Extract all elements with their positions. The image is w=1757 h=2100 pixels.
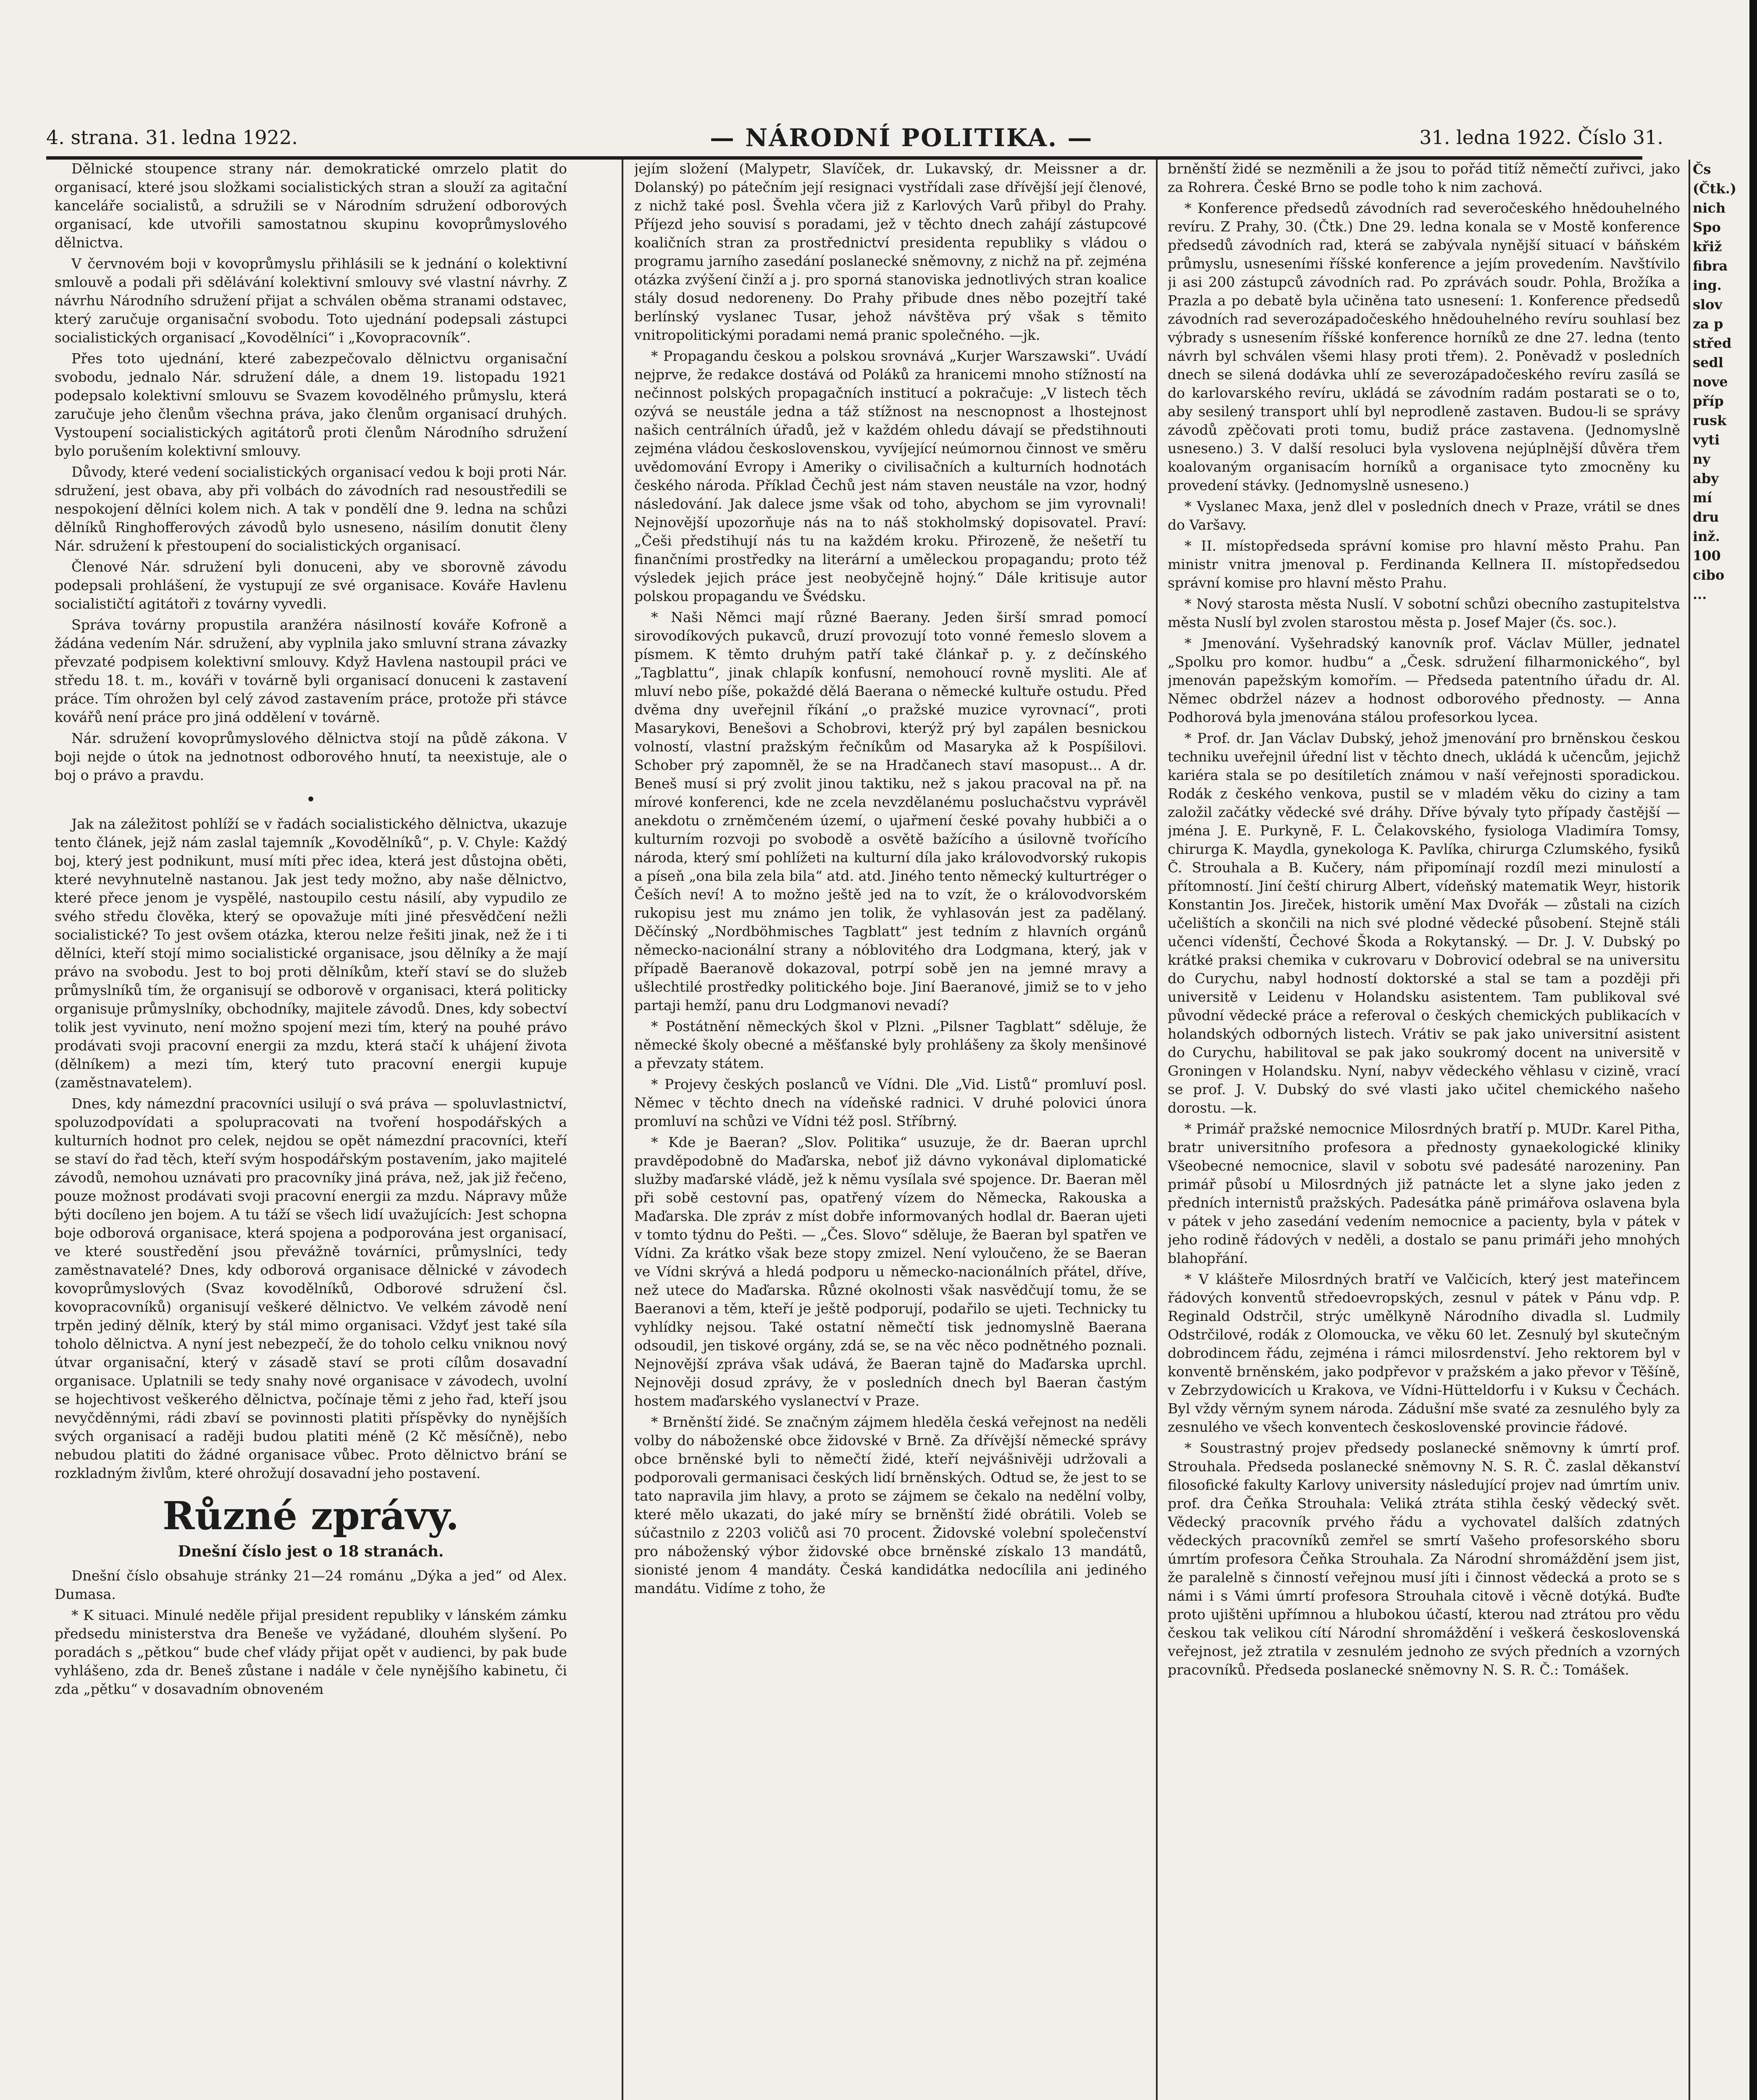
news-item: * Propagandu českou a polskou srovnává „Kurjer Warszawski“. Uvádí nejprve, že redakce dostává od Poláků za hranicemi mnoho stížností na nečinnost polských propagačních institucí a pokračuje: „V listech těch ozývá se neustále jedna a táž stížnost na nescnopnost a lhostejnost našich centrálních úřadů, jež v každém ohledu dávají se předstihnouti zejména vládou československou, vyvíjející neúmornou činnost ve směru uvědomování Evropy i Ameriky o civilisačních a kulturních hodnotách českého národa. Příklad Čechů jest nám staven neustále na vzor, hodný následování. Jak dalece jsme však od toho, abychom se jim vyrovnali! Nejnovější upozorňuje nás na to náš stokholmský dopisovatel. Praví: „Češi předstihují nás tu na každém kroku. Přirozeně, že nešetří tu finančními prostředky na literární a uměleckou propagandu; proto též výsledek jejich práce jest neobyčejně hojný.“ Dále kritisuje autor polskou propagandu ve Švédsku. xyxy=(634,348,1147,604)
column-3 xyxy=(1168,160,1680,2100)
article-paragraph: Dělnické stoupence strany nár. demokratické omrzelo platit do organisací, které jsou složkami socialistických stran a slouží za agitační kanceláře socialistů, a sdružili se v Národním sdružení odborových organisací, kde utvořili samostatnou skupinu kovoprůmyslového dělnictva. xyxy=(55,160,567,251)
strip-fragment: rusk xyxy=(1693,412,1727,428)
strip-fragment: křiž xyxy=(1693,239,1722,255)
strip-fragment: nove xyxy=(1693,374,1728,390)
masthead-title: — NÁRODNÍ POLITIKA. — xyxy=(710,123,1093,152)
strip-fragment: ny xyxy=(1693,451,1710,467)
section-subtitle: Dnešní číslo jest o 18 stranách. xyxy=(178,1543,444,1560)
column-2 xyxy=(634,160,1147,2100)
header-issue-number: 31. ledna 1922. Číslo 31. xyxy=(1419,126,1663,149)
news-item: Dnešní číslo obsahuje stránky 21—24 románu „Dýka a jed“ od Alex. Dumasa. xyxy=(55,1567,567,1602)
article-paragraph: Důvody, které vedení socialistických organisací vedou k boji proti Nár. sdružení, jest obava, aby při volbách do závodních rad nesoustředili se nespokojení dělníci kolem nich. A tak v pondělí dne 9. ledna na schůzi dělníků Ringhofferových závodů bylo usneseno, násilím donutit členy Nár. sdružení k přestoupení do socialistických organisací. xyxy=(55,464,567,554)
strip-fragment: 100 xyxy=(1693,548,1721,564)
strip-fragment: dru xyxy=(1693,509,1719,525)
news-item: * Nový starosta města Nuslí. V sobotní schůzi obecního zastupitelstva města Nuslí byl zvolen starostou města p. Josef Majer (čs. soc.). xyxy=(1168,596,1680,630)
article-paragraph: Členové Nár. sdružení byli donuceni, aby ve sborovně závodu podepsali prohlášení, že vystupují ze své organisace. Kováře Havlenu socialističtí agitátoři z továrny vyvedli. xyxy=(55,559,567,612)
news-item: * Konference předsedů závodních rad severočeského hnědouhelného revíru. Z Prahy, 30. (Čtk.) Dne 29. ledna konala se v Mostě konference předsedů závodních rad, která se zabývala nynější situací v báňském průmyslu, usneseními říšské konference a jejím provedením. Navštívilo ji asi 200 zástupců závodních rad. Po zprávách soudr. Pohla, Brožíka a Prazla a po debatě byla učiněna tato usnesení: 1. Konference předsedů závodních rad severozápadočeského hnědouhelného revíru souhlasí bez výbrady s usnesením říšské konference horníků ze dne 27. ledna (tento návrh byl schválen všemi hlasy proti třem). 2. Poněvadž v posledních dnech se silená dodávka uhlí ze severozápadočeského revíru zasílá se do karlovarského revíru, ukládá se závodním radám postarati se o to, aby sesilený transport uhlí byl neprodleně zastaven. Budou-li se správy závodů zpěčovati proti tomu, budiž práce zastavena. (Jednomyslně usneseno.) 3. V další resoluci byla vyslovena nejúplnější důvěra třem koalovaným organisacím horníků a organisace tyto zmocněny ku provedení stávky. (Jednomyslně usneseno.) xyxy=(1168,200,1680,494)
column-1 xyxy=(55,160,567,2100)
article-paragraph: V červnovém boji v kovoprůmyslu přihlásili se k jednání o kolektivní smlouvě a podali při sdělávání kolektivní smlouvy své vlastní návrhy. Z návrhu Národního sdružení přijat a schválen oběma stranami odstavec, který zaručuje organisační svobodu. Toto ujednání podepsali zástupci socialistických organisací „Kovodělníci“ i „Kovopracovník“. xyxy=(55,255,567,346)
column-divider xyxy=(1156,160,1158,2100)
article-paragraph: Dnes, kdy námezdní pracovníci usilují o svá práva — spoluvlastnictví, spoluzodpovídati a spolupracovati na tvoření hospodářských a kulturních hodnot pro celek, nejdou se opět námezdní pracovníci, kteří se staví do řad těch, kteří svým hospodářským postavením, jako majitelé závodů, nemohou uznávati pro pracovníky jiná práva, než, jak již řečeno, pouze možnost prodávati svoji pracovní energii za mzdu. Nápravy může býti docíleno jen bojem. A tu táží se všech lidí uvažujících: Jest schopna boje odborová organisace, která spojena a podporována jest organisací, ve které soustředění jsou převážně továrníci, průmyslníci, tedy zaměstnavatelé? Dnes, kdy odborová organisace dělnické v závodech kovoprůmyslových (Svaz kovodělníků, Odborové sdružení čsl. kovopracovníků) organisují veškeré dělnictvo. Ve velkém závodě není trpěn jediný dělník, který by stál mimo organisaci. Vždyť jest také síla toholo dělnictva. A nyní jest nebezpečí, že do toholo celku vniknou nový útvar organisační, který v zásadě staví se proti cílům dosavadní organisace. Uplatnili se tedy snahy nové organisace v závodech, uvolní se hojechtivost veškerého dělnictva, počínaje těmi z jeho řad, kteří jsou nevyčděnnými, rádi zbaví se povinnosti platiti příspěvky do nynějších svých organisací a raději budou platiti méně (2 Kč měsíčně), nebo nebudou platiti do žádné organisace vůbec. Proto dělnictvo brání se rozkladným živlům, které ohrožují dosavadní jeho postavení. xyxy=(55,1095,567,1481)
page-header xyxy=(46,123,1663,152)
news-item: * II. místopředseda správní komise pro hlavní město Prahu. Pan ministr vnitra jmenoval p. Ferdinanda Kellnera II. místopředsedou správní komise pro hlavní město Prahu. xyxy=(1168,538,1680,591)
news-item: * Kde je Baeran? „Slov. Politika“ usuzuje, že dr. Baeran uprchl pravděpodobně do Maďarska, neboť již dávno vykonával diplomatické služby maďarské vládě, jež k němu vysílala své spojence. Dr. Baeran měl při sobě cestovní pas, opatřený vízem do Německa, Rakouska a Maďarska. Dle zpráv z míst dobře informovaných hodlal dr. Baeran ujeti v tomto týdnu do Pešti. — „Čes. Slovo“ sděluje, že Baeran byl spatřen ve Vídni. Za krátko však beze stopy zmizel. Není vyloučeno, že se Baeran ve Vídni skrývá a hledá podporu u německo-nacionálních přátel, dříve, než utece do Maďarska. Různé okolnosti však nasvědčují tomu, že se Baeranovi a těm, kteří je ještě podporují, podařilo se ujeti. Technicky tu vyhlídky nejsou. Také ostatní němečtí tisk jednomyslně Baerana odsoudil, jen tiskové orgány, zdá se, se na věc něco podnětného poznali. Nejnovější zpráva však udává, že Baeran tajně do Maďarska uprchl. Nejnověji dosud zprávy, že v posledních dnech byl Baeran častým hostem maďarského vyslanectví v Praze. xyxy=(634,1134,1147,1409)
news-item: * K situaci. Minulé neděle přijal president republiky v lánském zámku předsedu ministerstva dra Beneše ve vyžádané, dlouhém slyšení. Po poradách s „pětkou“ bude chef vlády přijat opět v audienci, by pak bude vyhlášeno, zda dr. Beneš zůstane i nadále v čele nynějšího kabinetu, či zda „pětku“ v dosavadním obnoveném xyxy=(55,1607,567,1697)
strip-fragment: cibo xyxy=(1693,567,1725,583)
strip-fragment: za p xyxy=(1693,316,1723,332)
strip-fragment: příp xyxy=(1693,393,1724,409)
strip-fragment: slov xyxy=(1693,297,1723,312)
section-separator: • xyxy=(306,790,316,809)
news-item: * Postátnění německých škol v Plzni. „Pilsner Tagblatt“ sděluje, že německé školy obecné a měšťanské byly prohlášeny za školy menšinové a převzaty státem. xyxy=(634,1018,1147,1071)
strip-fragment: mí xyxy=(1693,490,1712,506)
adjacent-page-strip xyxy=(1693,160,1756,2100)
news-item: * Prof. dr. Jan Václav Dubský, jehož jmenování pro brněnskou českou techniku uveřejnil úřední list v těchto dnech, ukládá k učencům, jejichž kariéra stala se po desítiletích známou v naší veřejnosti sporadickou. Rodák z českého venkova, pustil se v mladém věku do ciziny a tam založil začátky vědecké své dráhy. Dříve bývaly tyto případy častější — jména J. E. Purkyně, F. L. Čelakovského, fysiologa Vladimíra Tomsy, chirurga K. Maydla, gynekologa K. Pavlíka, chirurga Czlumského, fysiků Č. Strouhala a B. Kučery, nám připomínají rozdíl mezi minulostí a přítomností. Jiní čeští chirurg Albert, vídeňský matematik Weyr, historik Konstantin Jos. Jireček, historik umění Max Dvořák — zůstali na cizích učelištích a skončili na nich své plodné vědecké působení. Stejně stáli učenci vídenští, Čechové Škoda a Rokytanský. — Dr. J. V. Dubský po krátké praksi chemika v cukrovaru v Dobrovicí odebral se na universitu do Curychu, nabyl hodností doktorské a stal se tam a později při universitě v Leidenu v Holandsku asistentem. Tam publikoval své původní vědecké práce a referoval o českých chemických publikacích v holandských odborných listech. Vrátiv se pak jako universitní asistent do Curychu, habilitoval se pak jako soukromý docent na universitě v Groningen v Holandsku. Nyní, nabyv vědeckého věhlasu v cizině, vrací se prof. J. V. Dubský do své vlasti jako učitel chemického našeho dorostu. —k. xyxy=(1168,730,1680,1116)
news-item: jejím složení (Malypetr, Slavíček, dr. Lukavský, dr. Meissner a dr. Dolanský) po pátečním její resignaci vystřídali zase dřívější její členové, z nichž také posl. Švehla včera již z Karlových Varů přibyl do Prahy. Příjezd jeho souvisí s poradami, jež v těchto dnech zahájí zástupcové koaličních stran za prostřednictví presidenta republiky s vládou o programu jarního zasedání poslanecké sněmovny, z nichž na př. zejména otázka zvýšení činží a j. pro sporná stanoviska jednotlivých stran koalice stály dosud nedoreneny. Do Prahy přibude dnes něbo pozejtří také berlínský vyslanec Tusar, jehož návštěva prý však s těmito vnitropolitickými poradami nemá pranic společného. —jk. xyxy=(634,160,1147,343)
news-item: * Projevy českých poslanců ve Vídni. Dle „Vid. Listů“ promluví posl. Němec v těchto dnech na vídeňské radnici. V druhé polovici února promluví na schůzi ve Vídni též posl. Stříbrný. xyxy=(634,1076,1147,1129)
strip-fragment: Čs xyxy=(1693,161,1711,177)
strip-fragment: vyti xyxy=(1693,432,1720,448)
strip-fragment: střed xyxy=(1693,335,1732,351)
article-paragraph: Jak na záležitost pohlíží se v řadách socialistického dělnictva, ukazuje tento článek, jejž nám zaslal tajemník „Kovodělníků“, p. V. Chyle: Každý boj, který jest podnikunt, musí míti přec idea, která jest důstojna oběti, které nevyhnutelně nastanou. Jak jest tedy možno, aby naše dělnictvo, které přece jenom je vyspělé, nastoupilo cestu násilí, aby vypudilo ze svého středu člověka, který se opovažuje míti jiné přesvědčení nežli socialistické? To jest ovšem otázka, kterou nelze řešiti jinak, než že i ti dělníci, kteří stojí mimo socialistické organisace, jsou dělníky a že mají právo na svobodu. Jest to boj proti dělníkům, kteří staví se do služeb průmyslníků tím, že organisují se odborově v organisaci, která politicky organisuje průmyslníky, obchodníky, majitele závodů. Dnes, kdy sobectví tolik jest vyvinuto, není možno spojení mezi tím, který na pouhé právo prodávati svoji pracovní energii za mzdu, která stačí k uhájení života (dělníkem) a mezi tím, který tuto pracovní energii kupuje (zaměstnavatelem). xyxy=(55,816,567,1091)
page-edge-shadow xyxy=(1749,0,1757,2100)
news-item: * Soustrastný projev předsedy poslanecké sněmovny k úmrtí prof. Strouhala. Předseda poslanecké sněmovny N. S. R. Č. zaslal děkanství filosofické fakulty Karlovy university následující projev nad úmrtím univ. prof. dra Čeňka Strouhala: Veliká ztráta stihla český vědecký svět. Vědecký pracovník prvého řádu a vychovatel dalších zdatných vědeckých pracovníků zemřel se smrtí Vašeho profesorského sboru úmrtím profesora Čeňka Strouhala. Za Národní shromáždění jsem jist, že paralelně s činností veřejnou musí jíti i činnost vědecká a proto se s námi i s Vámi úmrtí profesora Strouhala citově i věcně dotýká. Buďte proto ujištěni upřímnou a hlubokou účastí, kterou nad ztrátou pro vědu českou tak velikou cítí Národní shromáždění i veškerá československá veřejnost, jež ztratila v zesnulém jednoho ze svých předních a vzorných pracovníků. Předseda poslanecké sněmovny N. S. R. Č.: Tomášek. xyxy=(1168,1440,1680,1678)
article-paragraph: Správa továrny propustila aranžéra násilností kováře Kofroně a žádána vedením Nár. sdružení, aby vyplnila jako smluvní strana závazky převzaté podpisem kolektivní smlouvy. Když Havlena nastoupil práci ve středu 18. t. m., kováři v továrně byli organisací donuceni k zastavení práce. Tím ohrožen byl celý závod zastavením práce, protože při stávce kovářů není práce pro jiná oddělení v továrně. xyxy=(55,617,567,725)
strip-fragment: sedl xyxy=(1693,354,1723,370)
strip-fragment: ... xyxy=(1693,586,1707,602)
news-item: * Primář pražské nemocnice Milosrdných bratří p. MUDr. Karel Pitha, bratr universitního profesora a přednosty gynaekologické kliniky Všeobecné nemocnice, slavil v sobotu své padesáté narozeniny. Pan primář působí u Milosrdných již patnácte let a slyne jako jeden z předních internistů pražských. Padesátka páně primářova oslavena byla v pátek v jeho zasedání vedením nemocnice a pacienty, byla v pátek v jeho rodině řádových v neděli, a dostalo se panu primáři jeho mnohých blahopřání. xyxy=(1168,1121,1680,1266)
column-divider xyxy=(622,160,623,2100)
news-item: brněnští židé se nezměnili a že jsou to pořád titíž němečtí zuřivci, jako za Rohrera. České Brno se podle toho k nim zachová. xyxy=(1168,160,1680,195)
news-item: * Vyslanec Maxa, jenž dlel v posledních dnech v Praze, vrátil se dnes do Varšavy. xyxy=(1168,498,1680,533)
header-rule xyxy=(46,156,1642,160)
strip-fragment: inž. xyxy=(1693,528,1720,544)
header-page-date: 4. strana. 31. ledna 1922. xyxy=(46,126,298,149)
news-item: * Brněnští židé. Se značným zájmem hleděla česká veřejnost na neděli volby do náboženské obce židovské v Brně. Za dřívější německé správy obce brněnské byli to němečtí židé, kteří nejvášnivěji udržovali a podporovali germanisaci českých lidí brněnských. Odtud se, že jest to se tato napravila jim hlavy, a proto se zájmem se čekalo na nedělní volby, které mělo ukazati, do jaké míry se brněnští židé obrátili. Voleb se súčastnilo z 2203 voličů asi 70 procent. Židovské volební společenství pro náboženský výbor židovské obce brněnské získalo 13 mandátů, sionisté jenom 4 mandáty. Česká kandidátka nedocílila ani jediného mandátu. Vidíme z toho, že xyxy=(634,1414,1147,1596)
news-item: * Naši Němci mají různé Baerany. Jeden širší smrad pomocí sirovodíkových pukavců, druzí provozují toto vonné řemeslo slovem a písmem. K těmto druhým patří také článkař p. y. z dečínského „Tagblattu“, jinak chlapík konfusní, nemohoucí rovně mysliti. Ale ať mluví nebo píše, pokaždé dělá Baerana o německé kultuře ostudu. Před dvěma dny uveřejnil říkání „o pražské muzice vyrovnací“, proti Masarykovi, Benešovi a Schobrovi, kterýž prý byl zapálen besnickou volností, vlastní pražským řečníkům od Masaryka až k Pospíšilovi. Schober prý zapomněl, že se na Hradčanech staví masopust... A dr. Beneš musí si prý zvolit jinou taktiku, než s jakou pracoval na př. na mírové konferenci, kde ne zcela nevzdělanému posluchačstvu vyprávěl anekdotu o zrněmčeném území, o ujařmení české povahy hubbiči a o kulturním rozvoji po svobodě a osvětě bažícího a úsilovně tvořícího národa, který smí pohlížeti na kulturní díla jako královodvorský rukopis a píseň „ona bila zela bila“ atd. atd. Jiného tento německý kulturtréger o Češích neví! A to možno ještě jed na to vzít, že o královodvorském rukopisu jest mu známo jen tolik, že vyhlasován jest za padělaný. Děčínský „Nordböhmisches Tagblatt“ jest tedním z hlavních orgánů německo-nacionální strany a nóblovitého dra Lodgmana, který, jak v případě Baeranově dokazoval, potrpí sobě jen na jemné mravy a ušlechtilé prostředky politického boje. Jiní Baeranové, jimiž se to v jeho partaji hemží, panu dru Lodgmanovi nevadí? xyxy=(634,609,1147,1013)
strip-fragment: Spo xyxy=(1693,219,1721,235)
strip-fragment: ing. xyxy=(1693,277,1722,293)
article-paragraph: Přes toto ujednání, které zabezpečovalo dělnictvu organisační svobodu, jednalo Nár. sdružení dále, a dnem 19. listopadu 1921 podepsalo kolektivní smlouvu se Svazem kovodělného průmyslu, která zaručuje jeho členům všechna práva, jako členům organisací druhých. Vystoupení socialistických agitátorů proti členům Národního sdružení bylo porušením kolektivní smlouvy. xyxy=(55,350,567,459)
news-item: * Jmenování. Vyšehradský kanovník prof. Václav Müller, jednatel „Spolku pro komor. hudbu“ a „Česk. sdružení filharmonického“, byl jmenován papežským komořím. — Předseda patentního úřadu dr. Al. Němec obdržel název a hodnost odborového přednosty. — Anna Podhorová byla jmenována stálou profesorkou lycea. xyxy=(1168,635,1680,725)
strip-fragment: aby xyxy=(1693,470,1719,486)
strip-fragment: nich xyxy=(1693,200,1726,216)
article-paragraph: Nár. sdružení kovoprůmyslového dělnictva stojí na půdě zákona. V boji nejde o útok na jednotnost odborového hnutí, ta neexistuje, ale o boj o právo a pravdu. xyxy=(55,730,567,783)
strip-fragment: (Čtk.) xyxy=(1693,181,1736,197)
section-title: Různé zprávy. xyxy=(162,1493,460,1538)
news-item: * V klášteře Milosrdných bratří ve Valčicích, který jest mateřincem řádových konventů středoevropských, zesnul v pátek v Pánu vdp. P. Reginald Odstrčil, strýc umělkyně Národního divadla sl. Ludmily Odstrčilové, rodák z Olomoucka, ve věku 60 let. Zesnulý byl skutečným dobrodincem řádu, zejména i rámci milosrdenství. Jeho rektorem byl v konventě brněnském, jako podpřevor v pražském a jako převor v Těšíně, v Zebrzydowicích u Krakova, ve Vídni-Hütteldorfu i v Kuksu v Čechách. Byl vždy věrným synem národa. Zádušní mše svaté za zesnulého byly za zesnulého ve všech konventech československé provincie řádové. xyxy=(1168,1271,1680,1435)
column-divider xyxy=(1689,160,1690,2100)
strip-fragment: fibra xyxy=(1693,258,1728,274)
